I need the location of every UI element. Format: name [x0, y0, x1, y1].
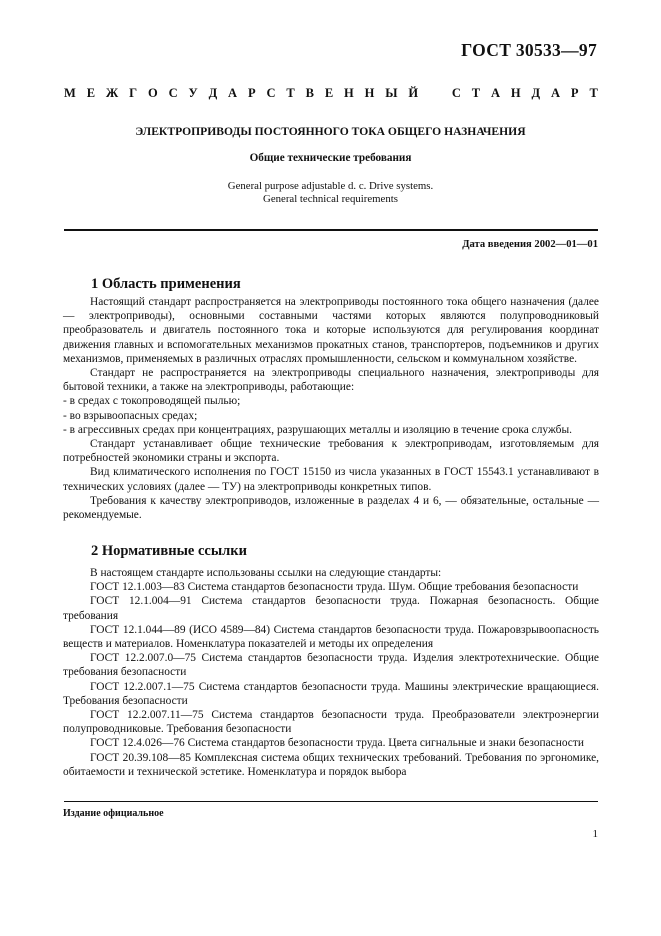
introduction-date: Дата введения 2002—01—01: [462, 239, 598, 250]
paragraph: Настоящий стандарт распространяется на электроприводы постоянного тока общего назначения (далее — электроприводы), основными составными частями которых являются полупроводниковый преобразователь и двигатель постоянного тока и которые используются для регулирования координат движения главных и вспомогательных механизмов прокатных станов, транспортеров, подъемников и других механизмов, применяемых в различных отраслях промышленности, сельском и коммунальном хозяйстве.: [63, 296, 599, 365]
reference-item: ГОСТ 12.4.026—76 Система стандартов безопасности труда. Цвета сигнальные и знаки безопасности: [90, 737, 584, 750]
edition-label: Издание официальное: [63, 808, 164, 819]
paragraph: Требования к качеству электроприводов, изложенные в разделах 4 и 6, — обязательные, остальные — рекомендуемые.: [63, 494, 599, 522]
banner-letter: С: [451, 86, 461, 100]
reference-item: ГОСТ 12.1.044—89 (ИСО 4589—84) Система стандартов безопасности труда. Пожаровзрывоопасность веществ и материалов. Номенклатура показателей и методы их определения: [63, 623, 599, 651]
english-title-line-2: General technical requirements: [263, 192, 398, 205]
english-title: [0, 180, 661, 205]
section-2-heading: 2 Нормативные ссылки: [91, 543, 247, 559]
banner-letter: В: [305, 86, 314, 100]
banner-letter: А: [228, 86, 238, 100]
english-title-line-1: General purpose adjustable d. c. Drive systems.: [227, 180, 434, 192]
list-item: - во взрывоопасных средах;: [63, 409, 198, 422]
banner-letter: О: [147, 86, 158, 100]
banner-letter: Ы: [385, 86, 398, 100]
banner-letter: Д: [531, 86, 541, 100]
reference-item: ГОСТ 12.1.004—91 Система стандартов безопасности труда. Пожарная безопасность. Общие требования: [63, 595, 599, 622]
section-1-heading: 1 Область применения: [91, 276, 241, 292]
banner-letter: Н: [344, 86, 354, 100]
banner-letter: Т: [471, 86, 481, 100]
banner-word-gap: [429, 86, 441, 101]
banner-letter: С: [266, 86, 276, 100]
gost-number: ГОСТ 30533—97: [461, 40, 597, 60]
banner-letter: Т: [589, 86, 598, 100]
banner-letter: М: [64, 86, 76, 100]
banner-letter: Д: [208, 86, 218, 100]
reference-item: ГОСТ 20.39.108—85 Комплексная система общих технических требований. Требования по эргономике, обитаемости и технической эстетике. Номенклатура и порядок выбора: [63, 751, 599, 778]
banner-letter: Т: [286, 86, 295, 100]
banner-letter: Е: [86, 86, 96, 100]
paragraph: В настоящем стандарте использованы ссылки на следующие стандарты:: [90, 567, 442, 579]
section-2-body: [63, 566, 599, 779]
banner-letter: Н: [364, 86, 375, 100]
banner-letter: У: [188, 86, 198, 100]
page-number: 1: [592, 828, 598, 840]
banner-letter: А: [491, 86, 501, 100]
document-subtitle: Общие технические требования: [249, 152, 412, 164]
interstate-standard-banner: [64, 86, 598, 101]
reference-item: ГОСТ 12.2.007.1—75 Система стандартов безопасности труда. Машины электрические вращающиеся. Требования безопасности: [63, 680, 599, 707]
reference-item: ГОСТ 12.2.007.11—75 Система стандартов безопасности труда. Преобразователи электроэнергии полупроводниковые. Требования безопасности: [63, 709, 599, 736]
banner-letter: Р: [570, 86, 579, 100]
banner-letter: Н: [510, 86, 521, 100]
paragraph: Вид климатического исполнения по ГОСТ 15150 из числа указанных в ГОСТ 15543.1 устанавливают в технических условиях (далее — ТУ) на электроприводы конкретных типов.: [63, 466, 599, 493]
reference-item: ГОСТ 12.2.007.0—75 Система стандартов безопасности труда. Изделия электротехнические. Общие требования безопасности: [63, 652, 599, 679]
list-item: - в средах с токопроводящей пылью;: [63, 395, 241, 408]
document-title: ЭЛЕКТРОПРИВОДЫ ПОСТОЯННОГО ТОКА ОБЩЕГО НАЗНАЧЕНИЯ: [135, 125, 526, 138]
list-item: - в агрессивных средах при концентрациях, разрушающих металлы и изоляцию в течение срока службы.: [63, 423, 572, 436]
reference-item: ГОСТ 12.1.003—83 Система стандартов безопасности труда. Шум. Общие требования безопасности: [90, 581, 579, 594]
banner-letter: Р: [247, 86, 256, 100]
banner-letter: Й: [408, 86, 419, 100]
banner-letter: Е: [324, 86, 334, 100]
section-1-body: [63, 295, 599, 522]
header-divider: [64, 229, 598, 231]
banner-letter: Г: [129, 86, 138, 100]
banner-letter: С: [168, 86, 178, 100]
footer-divider: [64, 801, 598, 802]
paragraph: Стандарт не распространяется на электроприводы специального назначения, электроприводы для бытовой техники, а также на электроприводы, работающие:: [63, 367, 599, 394]
banner-letter: Ж: [105, 86, 119, 100]
paragraph: Стандарт устанавливает общие технические требования к электроприводам, изготовляемым для потребностей экономики страны и экспорта.: [63, 438, 599, 465]
banner-letter: А: [551, 86, 561, 100]
